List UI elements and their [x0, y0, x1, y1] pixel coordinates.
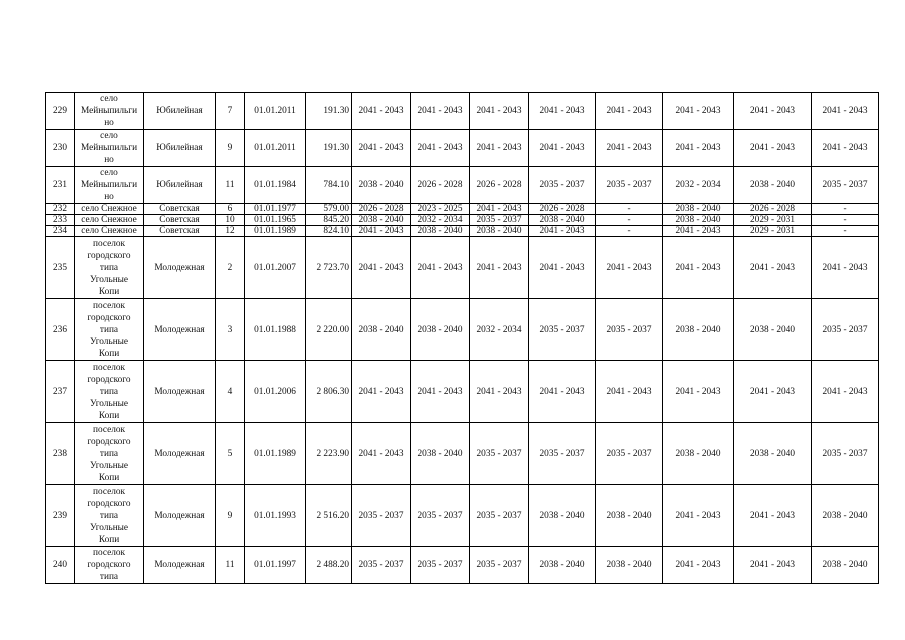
settlement-line: Мейныпильги: [80, 143, 138, 153]
settlement-line: но: [104, 118, 114, 128]
repair-period-cell: 2041 - 2043: [411, 361, 470, 423]
repair-period-cell: -: [812, 215, 879, 226]
repair-period-cell: 2041 - 2043: [663, 226, 734, 237]
repair-period-cell: 2041 - 2043: [812, 130, 879, 167]
settlement-line: Мейныпильги: [80, 180, 138, 190]
repair-period-cell: 2038 - 2040: [663, 299, 734, 361]
repair-period-cell: 2035 - 2037: [529, 423, 596, 485]
row-number-cell: 235: [46, 237, 75, 299]
settlement-line: типа: [99, 386, 119, 397]
settlement-line: Мейныпильги: [80, 106, 138, 116]
commission-date-cell: 01.01.2011: [245, 93, 306, 130]
repair-period-cell: 2038 - 2040: [411, 226, 470, 237]
table-row: [46, 215, 879, 226]
house-number-cell: 11: [216, 547, 245, 584]
repair-period-cell: 2041 - 2043: [470, 204, 529, 215]
repair-period-cell: 2023 - 2025: [411, 204, 470, 215]
repair-period-cell: 2038 - 2040: [734, 423, 812, 485]
row-number-cell: 233: [46, 215, 75, 226]
settlement-line: село: [100, 94, 118, 104]
repair-period-cell: 2041 - 2043: [596, 361, 663, 423]
settlement-cell: [75, 423, 144, 485]
repair-period-cell: 2026 - 2028: [734, 204, 812, 215]
repair-period-cell: 2041 - 2043: [411, 237, 470, 299]
area-cell: 191.30: [306, 130, 352, 167]
area-cell: 784.10: [306, 167, 352, 204]
repair-period-cell: 2041 - 2043: [352, 130, 411, 167]
repair-period-cell: -: [596, 204, 663, 215]
commission-date-cell: 01.01.1989: [245, 423, 306, 485]
settlement-line: село: [100, 131, 118, 141]
repair-period-cell: 2041 - 2043: [529, 226, 596, 237]
settlement-line: Копи: [98, 410, 120, 421]
area-cell: 2 223.90: [306, 423, 352, 485]
repair-period-cell: 2041 - 2043: [812, 237, 879, 299]
repair-period-cell: 2035 - 2037: [812, 299, 879, 361]
repair-period-cell: -: [812, 226, 879, 237]
repair-period-cell: 2026 - 2028: [411, 167, 470, 204]
row-number-cell: 237: [46, 361, 75, 423]
repair-period-cell: 2041 - 2043: [812, 93, 879, 130]
table-row: [46, 167, 879, 204]
repair-period-cell: 2041 - 2043: [529, 237, 596, 299]
settlement-line: Копи: [98, 534, 120, 545]
repair-period-cell: 2041 - 2043: [663, 93, 734, 130]
repair-period-cell: 2041 - 2043: [596, 237, 663, 299]
table-row: [46, 237, 879, 299]
street-cell: Молодежная: [144, 237, 216, 299]
area-cell: 2 488.20: [306, 547, 352, 584]
commission-date-cell: 01.01.2006: [245, 361, 306, 423]
repair-period-cell: 2038 - 2040: [352, 215, 411, 226]
repair-period-cell: 2041 - 2043: [663, 130, 734, 167]
repair-period-cell: 2038 - 2040: [470, 226, 529, 237]
commission-date-cell: 01.01.1997: [245, 547, 306, 584]
commission-date-cell: 01.01.2011: [245, 130, 306, 167]
settlement-line: типа: [99, 510, 119, 521]
repair-period-cell: 2041 - 2043: [734, 361, 812, 423]
repair-period-cell: 2029 - 2031: [734, 215, 812, 226]
repair-period-cell: 2038 - 2040: [529, 485, 596, 547]
row-number-cell: 238: [46, 423, 75, 485]
row-number-cell: 239: [46, 485, 75, 547]
street-cell: Молодежная: [144, 547, 216, 584]
repair-period-cell: 2026 - 2028: [529, 204, 596, 215]
settlement-cell: [75, 485, 144, 547]
settlement-cell: [75, 361, 144, 423]
repair-period-cell: 2041 - 2043: [663, 547, 734, 584]
commission-date-cell: 01.01.1965: [245, 215, 306, 226]
repair-period-cell: 2035 - 2037: [470, 547, 529, 584]
settlement-cell: [75, 237, 144, 299]
settlement-line: Угольные: [89, 398, 129, 409]
settlement-line: городского: [87, 560, 131, 570]
settlement-line: Копи: [98, 348, 120, 359]
repair-period-cell: 2038 - 2040: [734, 167, 812, 204]
commission-date-cell: 01.01.1988: [245, 299, 306, 361]
repair-period-cell: 2041 - 2043: [470, 130, 529, 167]
repair-period-cell: 2041 - 2043: [529, 93, 596, 130]
street-cell: Молодежная: [144, 485, 216, 547]
repair-period-cell: -: [596, 215, 663, 226]
table-row: [46, 485, 879, 547]
settlement-line: поселок: [92, 424, 126, 435]
settlement-cell: [75, 130, 144, 167]
house-number-cell: 5: [216, 423, 245, 485]
settlement-cell: [75, 215, 144, 226]
repair-period-cell: 2041 - 2043: [734, 237, 812, 299]
repair-period-cell: 2038 - 2040: [529, 215, 596, 226]
house-number-cell: 7: [216, 93, 245, 130]
row-number-cell: 232: [46, 204, 75, 215]
area-cell: 2 723.70: [306, 237, 352, 299]
street-cell: Юбилейная: [144, 130, 216, 167]
settlement-cell: [75, 204, 144, 215]
repair-period-cell: 2038 - 2040: [596, 547, 663, 584]
commission-date-cell: 01.01.2007: [245, 237, 306, 299]
repair-period-cell: 2041 - 2043: [352, 226, 411, 237]
repair-period-cell: 2038 - 2040: [812, 547, 879, 584]
table-row: [46, 361, 879, 423]
repair-period-cell: 2038 - 2040: [812, 485, 879, 547]
repair-period-cell: 2038 - 2040: [734, 299, 812, 361]
settlement-cell: [75, 299, 144, 361]
table-row: [46, 204, 879, 215]
commission-date-cell: 01.01.1977: [245, 204, 306, 215]
repair-period-cell: 2041 - 2043: [812, 361, 879, 423]
repair-period-cell: 2035 - 2037: [812, 423, 879, 485]
settlement-line: городского: [87, 374, 131, 385]
repair-period-cell: 2035 - 2037: [596, 423, 663, 485]
settlement-line: типа: [99, 324, 119, 335]
commission-date-cell: 01.01.1993: [245, 485, 306, 547]
repair-period-cell: 2041 - 2043: [734, 485, 812, 547]
street-cell: Советская: [144, 226, 216, 237]
repair-period-cell: 2041 - 2043: [470, 93, 529, 130]
repair-period-cell: 2041 - 2043: [734, 93, 812, 130]
area-cell: 2 516.20: [306, 485, 352, 547]
repair-period-cell: 2035 - 2037: [411, 547, 470, 584]
repair-period-cell: 2041 - 2043: [596, 130, 663, 167]
repair-period-cell: 2038 - 2040: [352, 167, 411, 204]
repair-period-cell: 2032 - 2034: [470, 299, 529, 361]
repair-period-cell: 2026 - 2028: [352, 204, 411, 215]
settlement-line: поселок: [92, 486, 126, 497]
house-number-cell: 10: [216, 215, 245, 226]
repair-period-cell: 2041 - 2043: [596, 93, 663, 130]
settlement-line: село: [100, 168, 118, 178]
repair-period-cell: 2041 - 2043: [734, 547, 812, 584]
settlement-cell: [75, 226, 144, 237]
row-number-cell: 231: [46, 167, 75, 204]
repair-period-cell: -: [596, 226, 663, 237]
repair-period-cell: 2038 - 2040: [663, 204, 734, 215]
house-number-cell: 11: [216, 167, 245, 204]
settlement-line: село Снежное: [81, 204, 137, 214]
area-cell: 845.20: [306, 215, 352, 226]
settlement-line: городского: [87, 312, 131, 323]
house-number-cell: 2: [216, 237, 245, 299]
repair-period-cell: 2041 - 2043: [411, 93, 470, 130]
area-cell: 2 220.00: [306, 299, 352, 361]
repair-period-cell: 2035 - 2037: [352, 547, 411, 584]
repair-period-cell: 2035 - 2037: [529, 299, 596, 361]
settlement-cell: [75, 167, 144, 204]
settlement-line: село Снежное: [81, 215, 137, 225]
row-number-cell: 230: [46, 130, 75, 167]
settlement-cell: [75, 93, 144, 130]
settlement-line: Угольные: [89, 274, 129, 285]
settlement-line: поселок: [92, 548, 126, 558]
repair-period-cell: 2041 - 2043: [352, 237, 411, 299]
repair-period-cell: 2041 - 2043: [529, 130, 596, 167]
repair-period-cell: 2035 - 2037: [470, 485, 529, 547]
repair-period-cell: 2041 - 2043: [529, 361, 596, 423]
street-cell: Молодежная: [144, 423, 216, 485]
repair-period-cell: 2038 - 2040: [529, 547, 596, 584]
row-number-cell: 234: [46, 226, 75, 237]
repair-period-cell: 2041 - 2043: [411, 130, 470, 167]
house-number-cell: 12: [216, 226, 245, 237]
row-number-cell: 229: [46, 93, 75, 130]
settlement-line: но: [104, 155, 114, 165]
table-row: [46, 93, 879, 130]
table-body: [46, 93, 879, 584]
repair-period-cell: 2035 - 2037: [596, 167, 663, 204]
settlement-line: городского: [87, 250, 131, 261]
house-number-cell: 9: [216, 485, 245, 547]
table-row: [46, 547, 879, 584]
settlement-line: но: [104, 192, 114, 202]
table-row: [46, 423, 879, 485]
settlement-line: типа: [99, 448, 119, 459]
settlement-cell: [75, 547, 144, 584]
settlement-line: городского: [87, 498, 131, 509]
repair-period-cell: 2038 - 2040: [663, 215, 734, 226]
area-cell: 579.00: [306, 204, 352, 215]
repair-period-cell: 2035 - 2037: [529, 167, 596, 204]
house-number-cell: 9: [216, 130, 245, 167]
repair-period-cell: 2038 - 2040: [352, 299, 411, 361]
repair-period-cell: 2041 - 2043: [734, 130, 812, 167]
repair-period-cell: 2035 - 2037: [596, 299, 663, 361]
street-cell: Советская: [144, 204, 216, 215]
repair-period-cell: 2038 - 2040: [663, 423, 734, 485]
housing-repair-schedule-table: [45, 92, 879, 584]
area-cell: 191.30: [306, 93, 352, 130]
street-cell: Молодежная: [144, 299, 216, 361]
repair-period-cell: 2035 - 2037: [812, 167, 879, 204]
commission-date-cell: 01.01.1989: [245, 226, 306, 237]
repair-period-cell: 2041 - 2043: [663, 361, 734, 423]
repair-period-cell: 2029 - 2031: [734, 226, 812, 237]
repair-period-cell: 2038 - 2040: [411, 423, 470, 485]
settlement-line: поселок: [92, 300, 126, 311]
table-row: [46, 299, 879, 361]
repair-period-cell: 2035 - 2037: [411, 485, 470, 547]
repair-period-cell: 2026 - 2028: [470, 167, 529, 204]
settlement-line: поселок: [92, 238, 126, 249]
repair-period-cell: 2032 - 2034: [411, 215, 470, 226]
house-number-cell: 3: [216, 299, 245, 361]
repair-period-cell: 2038 - 2040: [411, 299, 470, 361]
repair-period-cell: 2041 - 2043: [663, 237, 734, 299]
settlement-line: Угольные: [89, 460, 129, 471]
row-number-cell: 240: [46, 547, 75, 584]
settlement-line: Угольные: [89, 522, 129, 533]
repair-period-cell: 2041 - 2043: [470, 237, 529, 299]
settlement-line: Копи: [98, 286, 120, 297]
repair-period-cell: 2035 - 2037: [470, 215, 529, 226]
area-cell: 2 806.30: [306, 361, 352, 423]
row-number-cell: 236: [46, 299, 75, 361]
repair-period-cell: 2038 - 2040: [596, 485, 663, 547]
house-number-cell: 6: [216, 204, 245, 215]
settlement-line: типа: [99, 572, 119, 582]
street-cell: Молодежная: [144, 361, 216, 423]
repair-period-cell: 2035 - 2037: [352, 485, 411, 547]
area-cell: 824.10: [306, 226, 352, 237]
table-row: [46, 226, 879, 237]
house-number-cell: 4: [216, 361, 245, 423]
settlement-line: типа: [99, 262, 119, 273]
repair-period-cell: 2032 - 2034: [663, 167, 734, 204]
commission-date-cell: 01.01.1984: [245, 167, 306, 204]
settlement-line: поселок: [92, 362, 126, 373]
street-cell: Юбилейная: [144, 167, 216, 204]
repair-period-cell: 2041 - 2043: [352, 93, 411, 130]
repair-period-cell: 2041 - 2043: [470, 361, 529, 423]
settlement-line: городского: [87, 436, 131, 447]
settlement-line: Копи: [98, 472, 120, 483]
settlement-line: Угольные: [89, 336, 129, 347]
repair-period-cell: 2041 - 2043: [352, 423, 411, 485]
settlement-line: село Снежное: [81, 226, 137, 236]
table-row: [46, 130, 879, 167]
repair-period-cell: 2041 - 2043: [352, 361, 411, 423]
repair-period-cell: 2041 - 2043: [663, 485, 734, 547]
street-cell: Советская: [144, 215, 216, 226]
repair-period-cell: 2035 - 2037: [470, 423, 529, 485]
repair-period-cell: -: [812, 204, 879, 215]
street-cell: Юбилейная: [144, 93, 216, 130]
